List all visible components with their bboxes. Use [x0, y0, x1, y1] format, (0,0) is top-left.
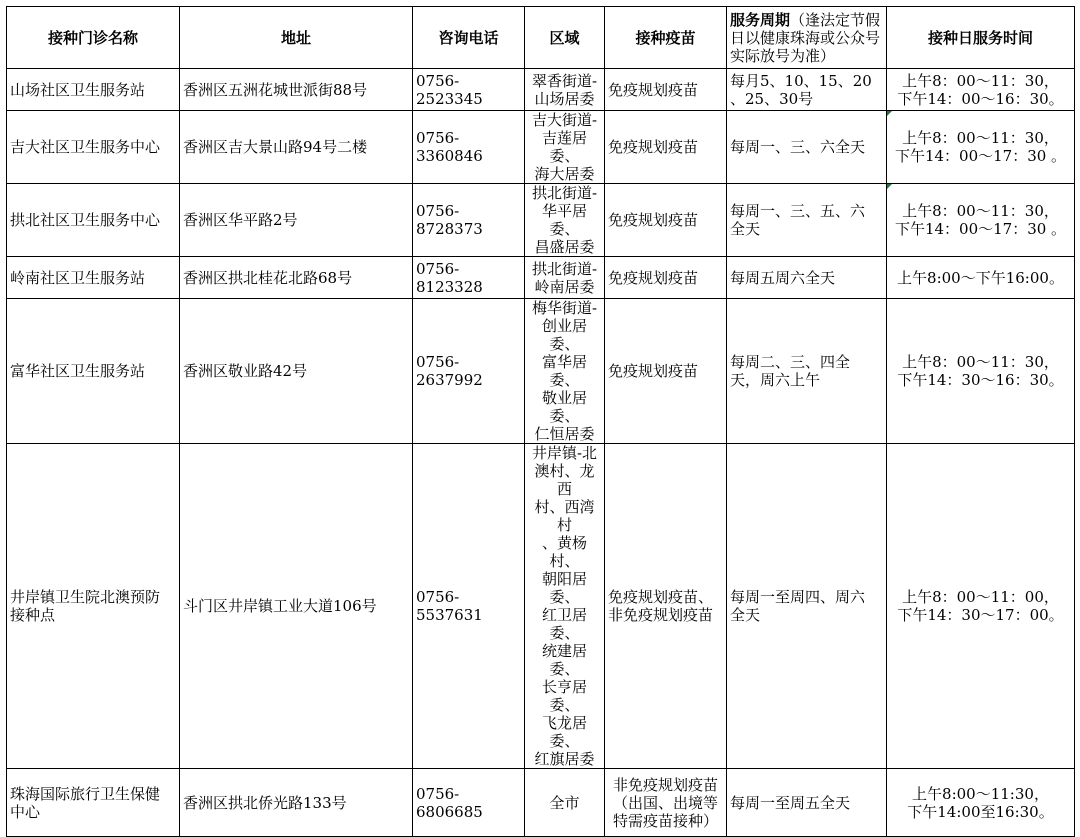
cell-vaccine: 免疫规划疫苗 [605, 69, 727, 111]
cell-name: 吉大社区卫生服务中心 [7, 111, 180, 184]
cell-name: 井岸镇卫生院北澳预防 接种点 [7, 444, 180, 769]
cell-cycle: 每周一至周五全天 [727, 769, 887, 837]
cell-address: 香洲区敬业路42号 [180, 299, 413, 444]
cell-cycle: 每周二、三、四全 天，周六上午 [727, 299, 887, 444]
cell-region: 翠香街道- 山场居委 [525, 69, 605, 111]
cell-region: 梅华街道- 创业居委、 富华居委、 敬业居委、 仁恒居委 [525, 299, 605, 444]
table-row [7, 444, 1075, 769]
cell-hours: 上午8:00～下午16:00。 [887, 257, 1075, 299]
cell-cycle: 每周一、三、五、六 全天 [727, 184, 887, 257]
header-address: 地址 [180, 7, 413, 69]
header-vaccine: 接种疫苗 [605, 7, 727, 69]
table-wrapper [6, 6, 1075, 837]
cell-cycle: 每月5、10、15、20 、25、30号 [727, 69, 887, 111]
table-row [7, 69, 1075, 111]
cell-address: 香洲区拱北侨光路133号 [180, 769, 413, 837]
cell-hours: 上午8：00～11：00， 下午14：30～17：00。 [887, 444, 1075, 769]
cell-hours: 上午8:00～11:30， 下午14:00至16:30。 [887, 769, 1075, 837]
cell-phone: 0756-2523345 [413, 69, 525, 111]
cell-vaccine: 非免疫规划疫苗 （出国、出境等 特需疫苗接种） [605, 769, 727, 837]
cell-vaccine: 免疫规划疫苗 [605, 111, 727, 184]
cell-name: 珠海国际旅行卫生保健 中心 [7, 769, 180, 837]
cell-cycle: 每周五周六全天 [727, 257, 887, 299]
cell-phone: 0756-8728373 [413, 184, 525, 257]
cell-phone: 0756-5537631 [413, 444, 525, 769]
header-hours: 接种日服务时间 [887, 7, 1075, 69]
header-row [7, 7, 1075, 69]
cell-vaccine: 免疫规划疫苗 [605, 184, 727, 257]
table-row [7, 299, 1075, 444]
cell-hours: 上午8：00～11：30， 下午14：00～17：30 。 [887, 111, 1075, 184]
header-phone: 咨询电话 [413, 7, 525, 69]
cell-region: 吉大街道- 吉莲居委、 海大居委 [525, 111, 605, 184]
vaccination-clinic-table [6, 6, 1075, 837]
header-cycle [727, 7, 887, 69]
table-row [7, 769, 1075, 837]
cell-hours: 上午8：00～11：30， 下午14：00～16：30。 [887, 69, 1075, 111]
header-name: 接种门诊名称 [7, 7, 180, 69]
table-row [7, 111, 1075, 184]
cell-vaccine: 免疫规划疫苗 [605, 257, 727, 299]
table-row [7, 257, 1075, 299]
cell-phone: 0756-3360846 [413, 111, 525, 184]
cell-name: 拱北社区卫生服务中心 [7, 184, 180, 257]
cell-region: 全市 [525, 769, 605, 837]
cell-vaccine: 免疫规划疫苗 [605, 299, 727, 444]
cell-region: 拱北街道- 华平居委、 昌盛居委 [525, 184, 605, 257]
cell-cycle: 每周一、三、六全天 [727, 111, 887, 184]
cell-hours: 上午8：00～11：30， 下午14：00～17：30 。 [887, 184, 1075, 257]
table-row [7, 184, 1075, 257]
cell-name: 山场社区卫生服务站 [7, 69, 180, 111]
cell-phone: 0756-6806685 [413, 769, 525, 837]
cell-region: 拱北街道- 岭南居委 [525, 257, 605, 299]
cell-phone: 0756-2637992 [413, 299, 525, 444]
header-cycle-note: （逢法定节假日以健康珠海或公众号实际放号为准） [730, 10, 881, 65]
header-region: 区域 [525, 7, 605, 69]
cell-hours: 上午8：00～11：30， 下午14：30～16：30。 [887, 299, 1075, 444]
cell-region: 井岸镇-北 澳村、龙西 村、西湾村 、黄杨村、 朝阳居委、 红卫居委、 统建居委、 长亨居委、 飞龙居委、 红旗居委 [525, 444, 605, 769]
cell-vaccine: 免疫规划疫苗、 非免疫规划疫苗 [605, 444, 727, 769]
cell-name: 岭南社区卫生服务站 [7, 257, 180, 299]
cell-phone: 0756-8123328 [413, 257, 525, 299]
cell-cycle: 每周一至周四、周六 全天 [727, 444, 887, 769]
header-cycle-title: 服务周期 [730, 10, 791, 29]
cell-address: 斗门区井岸镇工业大道106号 [180, 444, 413, 769]
cell-address: 香洲区五洲花城世派街88号 [180, 69, 413, 111]
cell-address: 香洲区吉大景山路94号二楼 [180, 111, 413, 184]
cell-name: 富华社区卫生服务站 [7, 299, 180, 444]
cell-address: 香洲区拱北桂花北路68号 [180, 257, 413, 299]
cell-address: 香洲区华平路2号 [180, 184, 413, 257]
